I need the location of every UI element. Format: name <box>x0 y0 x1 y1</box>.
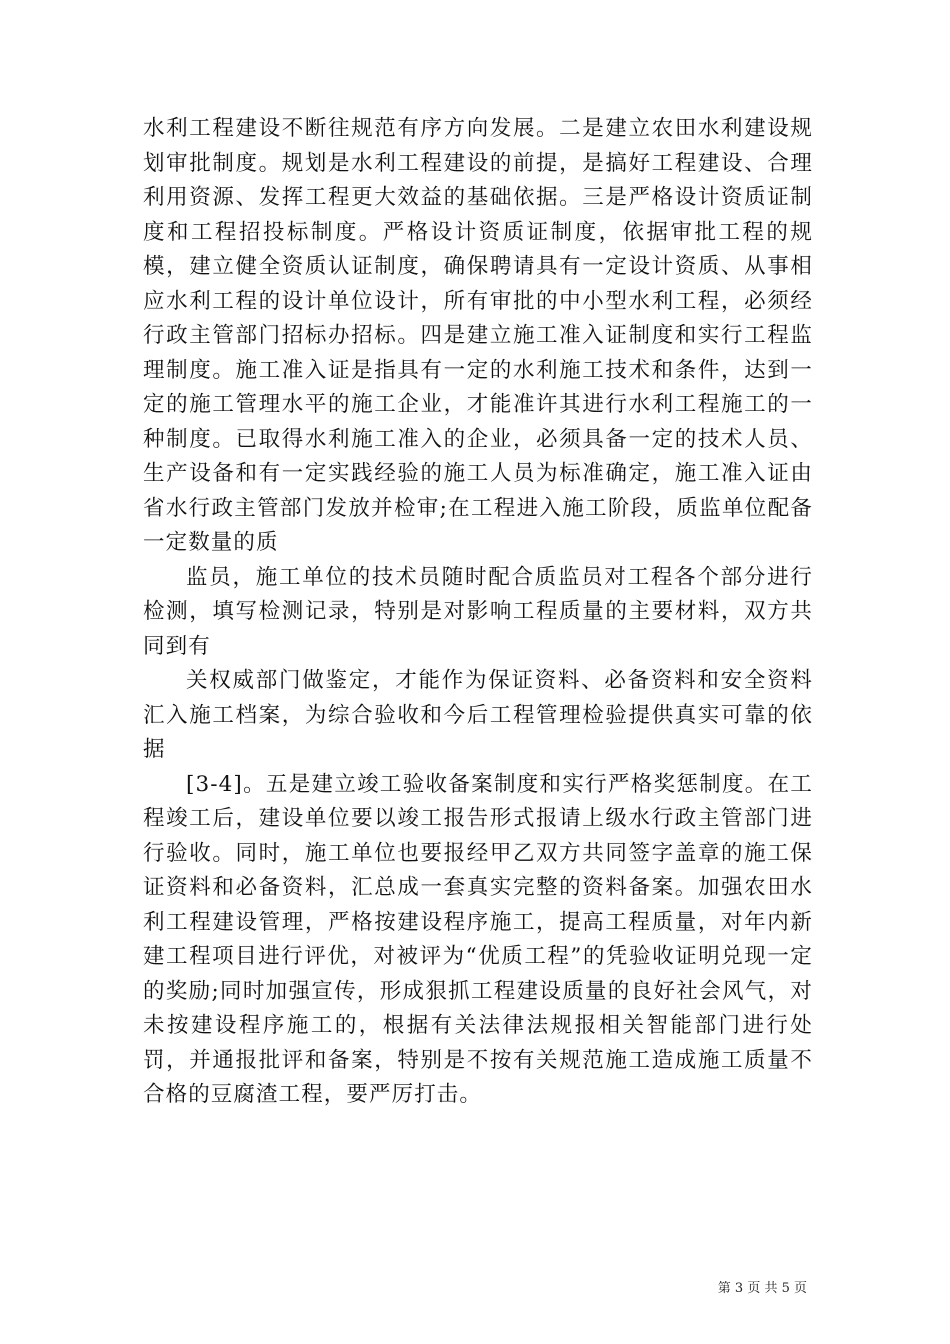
page-number-footer: 第 3 页 共 5 页 <box>717 1281 807 1296</box>
paragraph-authority: 关权威部门做鉴定，才能作为保证资料、必备资料和安全资料汇入施工档案，为综合验收和今后工程管理检验提供真实可靠的依据 <box>143 668 813 762</box>
paragraph-inspector: 监员，施工单位的技术员随时配合质监员对工程各个部分进行检测，填写检测记录，特别是对影响工程质量的主要材料，双方共同到有 <box>143 564 813 659</box>
paragraph-acceptance: [3-4]。五是建立竣工验收备案制度和实行严格奖惩制度。在工程竣工后，建设单位要以竣工报告形式报请上级水行政主管部门进行验收。同时，施工单位也要报经甲乙双方共同签字盖章的施工保证资料和必备资料，汇总成一套真实完整的资料备案。加强农田水利工程建设管理，严格按建设程序施工，提高工程质量，对年内新建工程项目进行评优，对被评为“优质工程”的凭验收证明兑现一定的奖励;同时加强宣传，形成狠抓工程建设质量的良好社会风气，对未按建设程序施工的，根据有关法律法规报相关智能部门进行处罚，并通报批评和备案，特别是不按有关规范施工造成施工质量不合格的豆腐渣工程，要严厉打击。 <box>143 771 813 1107</box>
paragraph-continuation: 水利工程建设不断往规范有序方向发展。二是建立农田水利建设规划审批制度。规划是水利工程建设的前提，是搞好工程建设、合理利用资源、发挥工程更大效益的基础依据。三是严格设计资质证制度和工程招投标制度。严格设计资质证制度，依据审批工程的规模，建立健全资质认证制度，确保聘请具有一定设计资质、从事相应水利工程的设计单位设计，所有审批的中小型水利工程，必须经行政主管部门招标办招标。四是建立施工准入证制度和实行工程监理制度。施工准入证是指具有一定的水利施工技术和条件，达到一定的施工管理水平的施工企业，才能准许其进行水利工程施工的一种制度。已取得水利施工准入的企业，必须具备一定的技术人员、生产设备和有一定实践经验的施工人员为标准确定，施工准入证由省水行政主管部门发放并检审;在工程进入施工阶段，质监单位配备一定数量的质 <box>143 116 813 555</box>
document-body <box>143 112 813 1113</box>
